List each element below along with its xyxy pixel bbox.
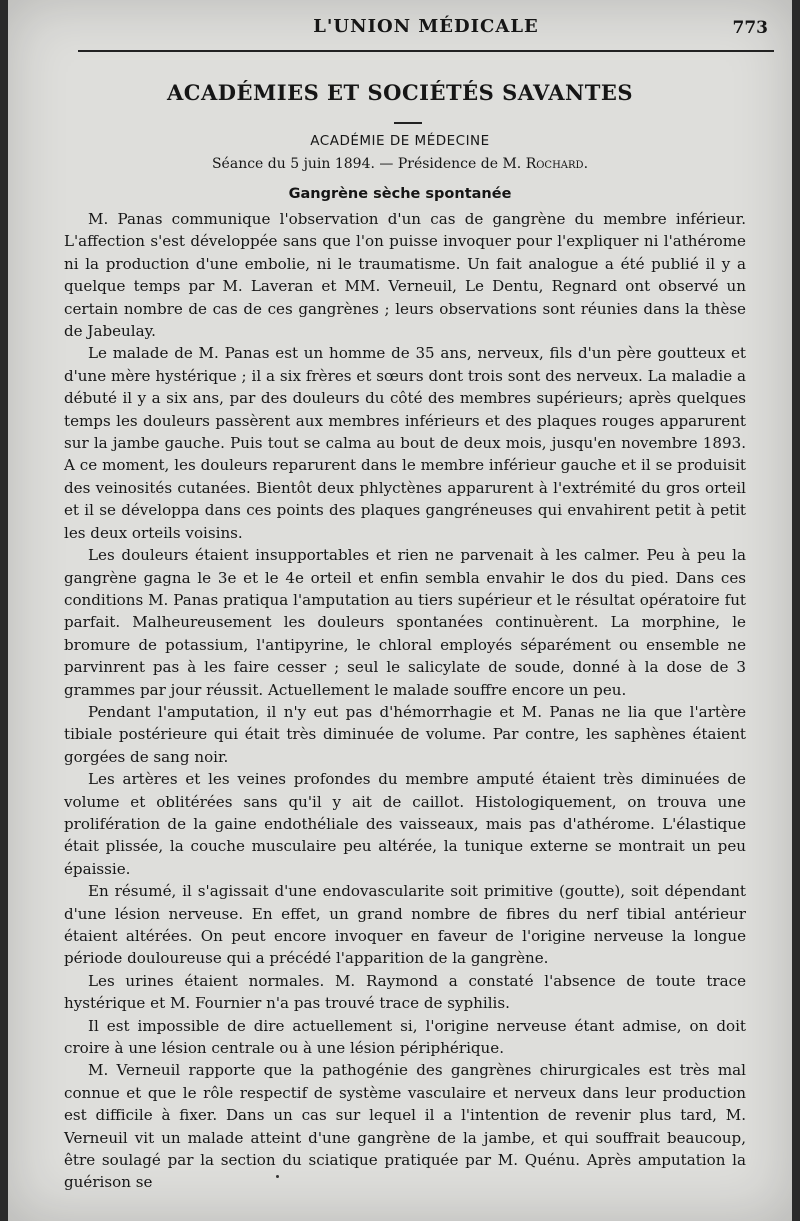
journal-title: L'UNION MÉDICALE — [313, 16, 539, 37]
paragraph: Les douleurs étaient insupportables et rien ne parvenait à les calmer. Peu à peu la gangrène gagna le 3e et le 4e orteil et enfin sembla envahir le dos du pied. Dans ces conditions M. Panas pratiqua l'amputation au tiers supérieur et le résultat opératoire fut parfait. Malheureusement les douleurs spontanées continuèrent. La morphine, le bromure de potassium, l'antipyrine, le chloral employés séparément ou ensemble ne parvinrent pas à les faire cesser ; seul le salicylate de soude, donné à la dose de 3 grammes par jour réussit. Actuellement le malade souffre encore un peu. — [64, 546, 746, 699]
paragraph: Il est impossible de dire actuellement si, l'origine nerveuse étant admise, on doit croire à une lésion centrale ou à une lésion périphérique. — [64, 1016, 746, 1058]
paragraph: Les artères et les veines profondes du membre amputé étaient très diminuées de volume et oblitérées sans qu'il y ait de caillot. Histologiquement, on trouva une prolifération de la gaine endothéliale des vaisseaux, mais pas d'athérome. L'élastique était plissée, la couche musculaire peu altérée, la tunique externe se montrait un peu épaissie. — [64, 770, 746, 878]
paragraph: En résumé, il s'agissait d'une endovascularite soit primitive (goutte), soit dépendant d'une lésion nerveuse. En effet, un grand nombre de fibres du nerf tibial antérieur étaient altérées. On peut encore invoquer en faveur de l'origine nerveuse la longue période douloureuse qui a précédé l'apparition de la gangrène. — [64, 882, 746, 968]
president-name: Rochard. — [525, 156, 589, 172]
journal-page — [8, 0, 792, 1221]
section-title: ACADÉMIES ET SOCIÉTÉS SAVANTES — [166, 80, 633, 105]
session-line — [8, 156, 792, 172]
paragraph: M. Verneuil rapporte que la pathogénie des gangrènes chirurgicales est très mal connue et que le rôle respectif de système vasculaire et nerveux dans leur production est difficile à fixer. Dans un cas sur lequel il a l'intention de revenir plus tard, M. Verneuil vit un malade atteint d'une gangrène de la jambe, et qui souffrait beaucoup, être soulagé par la section du sciatique pratiquée par M. Quénu. Après amputation la guérison se — [64, 1061, 746, 1192]
academy-heading: ACADÉMIE DE MÉDECINE — [310, 133, 490, 149]
print-speck — [276, 1175, 279, 1178]
session-text: Séance du 5 juin 1894. — Présidence de M. — [211, 156, 522, 172]
paragraph: Les urines étaient normales. M. Raymond a constaté l'absence de toute trace hystérique et M. Fournier n'a pas trouvé trace de syphilis. — [64, 971, 746, 1013]
running-head — [78, 16, 774, 52]
paragraph: Le malade de M. Panas est un homme de 35 ans, nerveux, fils d'un père goutteux et d'une mère hystérique ; il a six frères et sœurs dont trois sont des nerveux. La maladie a débuté il y a six ans, par des douleurs du côté des membres supérieurs; après quelques temps les douleurs passèrent aux membres inférieurs et des plaques rouges apparurent sur la jambe gauche. Puis tout se calma au bout de deux mois, jusqu'en novembre 1893. A ce moment, les douleurs reparurent dans le membre inférieur gauche et il se produisit des veinosités cutanées. Bientôt deux phlyctènes apparurent à l'extrémité du gros orteil et il se développa dans ces points des plaques gangréneuses qui envahirent petit à petit les deux orteils voisins. — [64, 344, 746, 542]
article-body — [64, 208, 746, 1194]
title-divider — [394, 122, 422, 124]
page-number: 773 — [732, 18, 768, 38]
paragraph: M. Panas communique l'observation d'un cas de gangrène du membre inférieur. L'affection s'est développée sans que l'on puisse invoquer pour l'expliquer ni l'athérome ni la production d'une embolie, ni le traumatisme. Un fait analogue a été publié il y a quelque temps par M. Laveran et MM. Verneuil, Le Dentu, Regnard ont observé un certain nombre de cas de ces gangrènes ; leurs observations sont réunies dans la thèse de Jabeulay. — [64, 210, 746, 341]
paragraph: Pendant l'amputation, il n'y eut pas d'hémorrhagie et M. Panas ne lia que l'artère tibiale postérieure qui était très diminuée de volume. Par contre, les saphènes étaient gorgées de sang noir. — [64, 702, 746, 766]
article-subhead: Gangrène sèche spontanée — [288, 186, 512, 202]
